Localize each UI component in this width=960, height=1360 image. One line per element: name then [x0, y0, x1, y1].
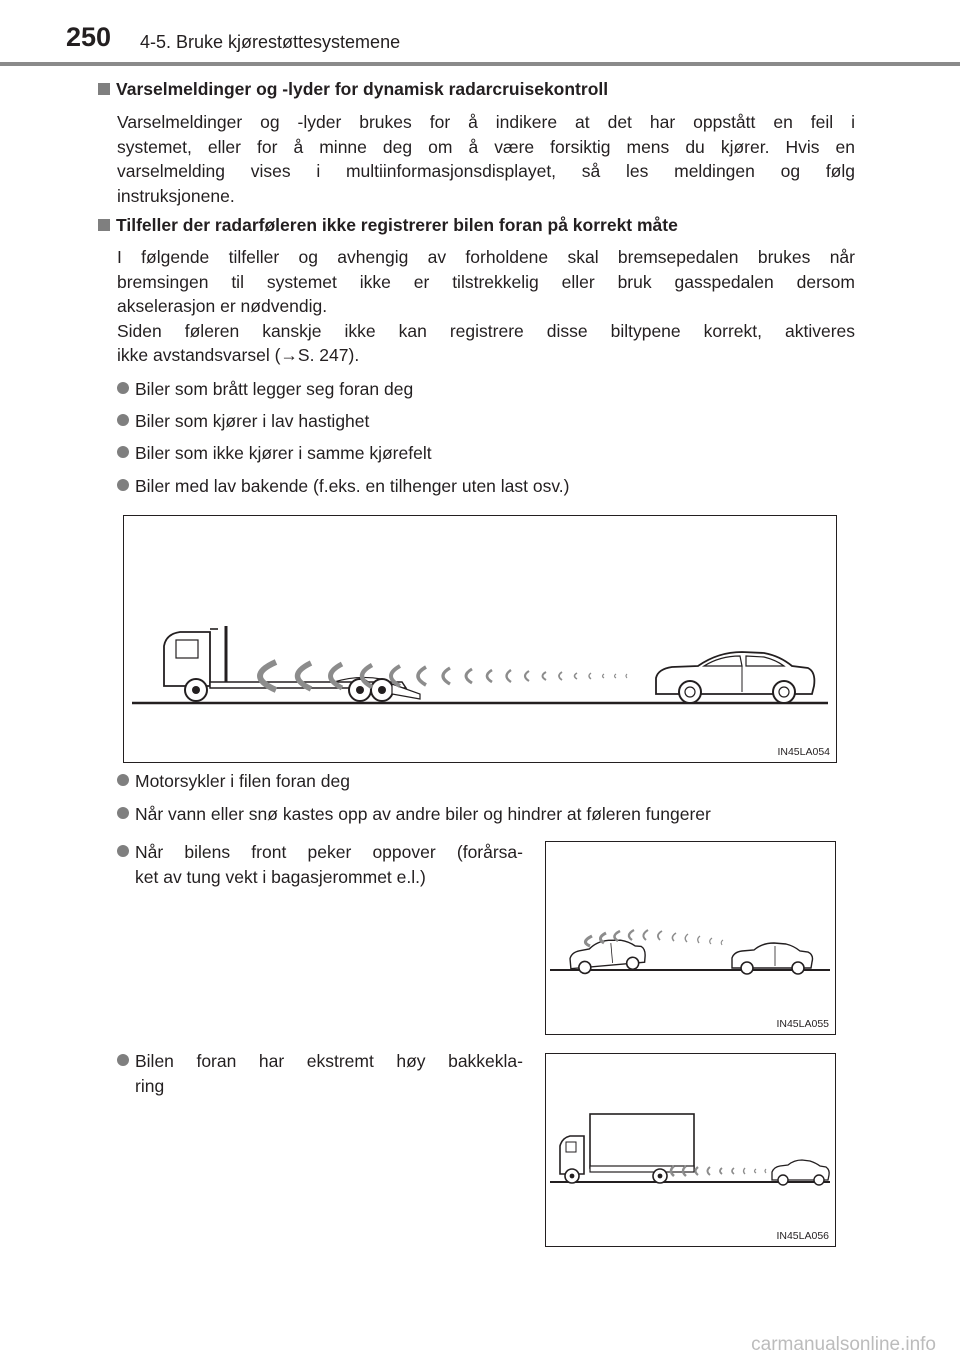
- section1-paragraph: [117, 110, 855, 208]
- text-line: instruksjonene.: [117, 185, 235, 206]
- text-line: ring: [135, 1075, 165, 1096]
- bullet-dot-icon: [117, 1054, 129, 1066]
- list-item: [117, 769, 350, 794]
- list-item-text: Bilen foran har ekstremt høy bakkekla-: [135, 1051, 523, 1071]
- list-item: [117, 441, 432, 466]
- bullet-dot-icon: [117, 845, 129, 857]
- bullet-dot-icon: [117, 382, 129, 394]
- list-item: [117, 409, 369, 434]
- section-title: 4-5. Bruke kjørestøttesystemene: [140, 32, 401, 52]
- figure-id: IN45LA054: [777, 746, 830, 758]
- section2-heading: [98, 215, 678, 236]
- figure-id: IN45LA056: [776, 1230, 829, 1242]
- text-line: I følgende tilfeller og avhengig av forholdene skal bremsepedalen brukes når: [117, 247, 855, 267]
- list-item-text: Biler som kjører i lav hastighet: [135, 411, 370, 431]
- bullet-dot-icon: [117, 446, 129, 458]
- list-item: [117, 840, 523, 889]
- text-line: [117, 840, 523, 865]
- list-item: [117, 1049, 523, 1098]
- square-bullet-icon: [98, 219, 110, 231]
- list-item-text: Biler med lav bakende (f.eks. en tilhenger uten last osv.): [135, 476, 570, 496]
- square-bullet-icon: [98, 83, 110, 95]
- list-item: [117, 802, 711, 827]
- watermark: carmanualsonline.info: [751, 1334, 936, 1355]
- text-line: ikke avstandsvarsel (→S. 247).: [117, 345, 360, 365]
- section2-paragraph: [117, 245, 855, 368]
- bullet-dot-icon: [117, 807, 129, 819]
- text-line: [117, 1049, 523, 1074]
- figure-front-up: [545, 841, 836, 1035]
- text-line: varselmelding vises i multiinformasjonsdisplayet, så les meldingen og følg: [117, 161, 855, 181]
- list-item-text: Når vann eller snø kastes opp av andre biler og hindrer at føleren fungerer: [135, 804, 711, 824]
- bullet-dot-icon: [117, 479, 129, 491]
- section2-heading-text: Tilfeller der radarføleren ikke registrerer bilen foran på korrekt måte: [116, 215, 678, 235]
- list-item-text: Motorsykler i filen foran deg: [135, 771, 350, 791]
- list-item-text: Biler som brått legger seg foran deg: [135, 379, 414, 399]
- figure-high-clearance: [545, 1053, 836, 1247]
- list-item: [117, 474, 569, 499]
- figure-low-trailer: [123, 515, 837, 763]
- page-number: 250: [66, 22, 112, 52]
- list-item: [117, 377, 413, 402]
- list-item-text: Biler som ikke kjører i samme kjørefelt: [135, 443, 432, 463]
- bullet-dot-icon: [117, 774, 129, 786]
- text-line: Varselmeldinger og -lyder brukes for å indikere at det har oppstått en feil i: [117, 112, 855, 132]
- bullet-dot-icon: [117, 414, 129, 426]
- section1-heading-text: Varselmeldinger og -lyder for dynamisk radarcruisekontroll: [116, 79, 609, 99]
- text-line: Siden føleren kanskje ikke kan registrere disse biltypene korrekt, aktiveres: [117, 320, 855, 341]
- figure-id: IN45LA055: [776, 1018, 829, 1030]
- text-line: bremsingen til systemet ikke er tilstrekkelig eller bruk gasspedalen dersom: [117, 271, 855, 292]
- trailer-illustration: [124, 516, 836, 762]
- truck-illustration: [546, 1054, 835, 1246]
- section1-heading: [98, 79, 608, 100]
- front-up-illustration: [546, 842, 835, 1034]
- text-line: systemet, eller for å minne deg om å være forsiktig mens du kjører. Hvis en: [117, 136, 855, 157]
- list-item-text: Når bilens front peker oppover (forårsa-: [135, 842, 523, 862]
- header-rule: [0, 62, 960, 66]
- text-line: akselerasjon er nødvendig.: [117, 296, 328, 316]
- text-line: ket av tung vekt i bagasjerommet e.l.): [135, 866, 426, 887]
